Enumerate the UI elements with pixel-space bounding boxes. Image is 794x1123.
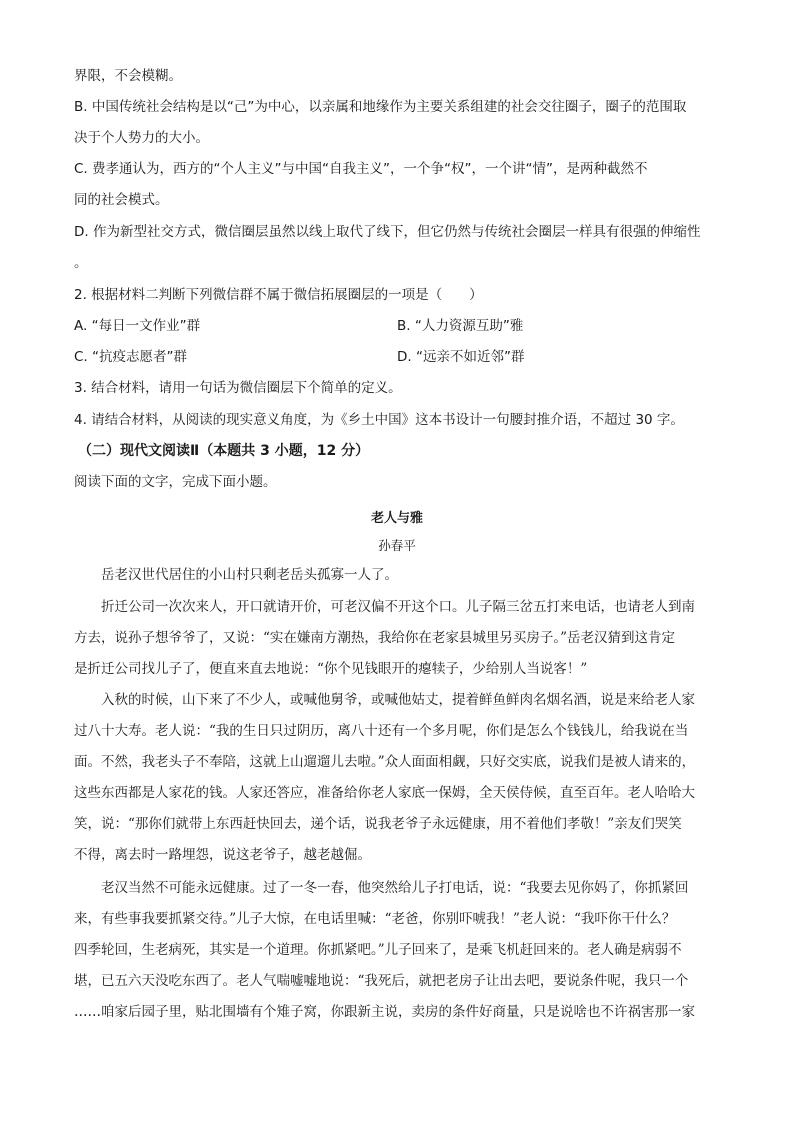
story-line: 过八十大寿。老人说：“我的生日只过阴历，离八十还有一个多月呢，你们是怎么个钱钱儿，给我说在当 — [74, 723, 689, 739]
story-line: 来，有些事我要抓紧交待。”儿子大惊，在电话里喊：“老爸，你别吓唬我！”老人说：“我吓你干什么？ — [74, 911, 676, 927]
question-3: 3. 结合材料，请用一句话为微信圈层下个简单的定义。 — [74, 380, 402, 396]
story-line: 笑，说：“那你们就带上东西赶快回去，递个话，说我老爷子永远健康，用不着他们孝敬！”亲友们哭笑 — [74, 816, 682, 832]
question-4: 4. 请结合材料，从阅读的现实意义角度，为《乡土中国》这本书设计一句腰封推介语，不超过 30 字。 — [74, 412, 684, 428]
story-paragraph: 入秋的时候，山下来了不少人，或喊他舅爷，或喊他姑丈，提着鲜鱼鲜肉名烟名酒，说是来给老人家 — [101, 692, 695, 708]
section-heading: （二）现代文阅读Ⅱ（本题共 3 小题，12 分） — [78, 443, 370, 459]
story-title: 老人与雅 — [370, 511, 423, 526]
option-d-line1: D. 作为新型社交方式，微信圈层虽然以线上取代了线下，但它仍然与传统社会圈层一样具有很强的伸缩性 — [74, 224, 701, 240]
story-line: 面。不然，我老头子不奉陪，这就上山遛遛儿去啦。”众人面面相觑，只好交实底，说我们是被人请来的， — [74, 754, 696, 770]
story-line: 堪，已五六天没吃东西了。老人气喘嘘嘘地说：“我死后，就把老房子让出去吧，要说条件呢，我只一个 — [74, 973, 689, 989]
question-2-option-a: A. “每日一文作业”群 — [74, 318, 201, 334]
question-2-stem: 2. 根据材料二判断下列微信群不属于微信拓展圈层的一项是（ ） — [74, 287, 483, 303]
story-author: 孙春平 — [378, 538, 416, 553]
option-a-continuation: 界限，不会模糊。 — [74, 68, 182, 84]
option-b-line2: 决于个人势力的大小。 — [74, 130, 209, 146]
question-2-option-c: C. “抗疫志愿者”群 — [74, 349, 187, 365]
story-line: 方去，说孙子想爷爷了，又说：“实在嫌南方潮热，我给你在老家县城里另买房子。”岳老汉猜到这肯定 — [74, 630, 676, 646]
story-line: 不得，离去时一路埋怨，说这老爷子，越老越倔。 — [74, 847, 371, 863]
section-instruction: 阅读下面的文字，完成下面小题。 — [74, 474, 277, 490]
option-c-line2: 同的社会模式。 — [74, 192, 169, 208]
story-line: 这些东西都是人家花的钱。人家还答应，准备给你老人家底一保姆，全天侯侍候，直至百年。老人哈哈大 — [74, 785, 695, 801]
story-line: ……咱家后园子里，贴北围墙有个雉子窝，你跟新主说，卖房的条件好商量，只是说啥也不许祸害那一家 — [74, 1004, 695, 1020]
story-paragraph: 老汉当然不可能永远健康。过了一冬一春，他突然给儿子打电话，说：“我要去见你妈了，你抓紧回 — [101, 880, 689, 896]
option-b-line1: B. 中国传统社会结构是以“己”为中心，以亲属和地缘作为主要关系组建的社会交往圈子，圈子的范围取 — [74, 99, 687, 115]
question-2-option-d: D. “远亲不如近邻”群 — [397, 349, 525, 365]
question-2-option-b: B. “人力资源互助”雅 — [397, 318, 524, 334]
story-paragraph: 岳老汉世代居住的小山村只剩老岳头孤寡一人了。 — [101, 567, 398, 583]
story-line: 是折迁公司找儿子了，便直来直去地说：“你个见钱眼开的瘪犊子，少给别人当说客！” — [74, 661, 588, 677]
option-c-line1: C. 费孝通认为，西方的“个人主义”与中国“自我主义”，一个争“权”，一个讲“情”，是两种截然不 — [74, 161, 648, 177]
story-line: 四季轮回，生老病死，其实是一个道理。你抓紧吧。”儿子回来了，是乘飞机赶回来的。老人确是病弱不 — [74, 942, 682, 958]
option-d-line2: 。 — [74, 255, 88, 271]
story-paragraph: 折迁公司一次次来人，开口就请开价，可老汉偏不开这个口。儿子隔三岔五打来电话，也请老人到南 — [101, 599, 695, 615]
